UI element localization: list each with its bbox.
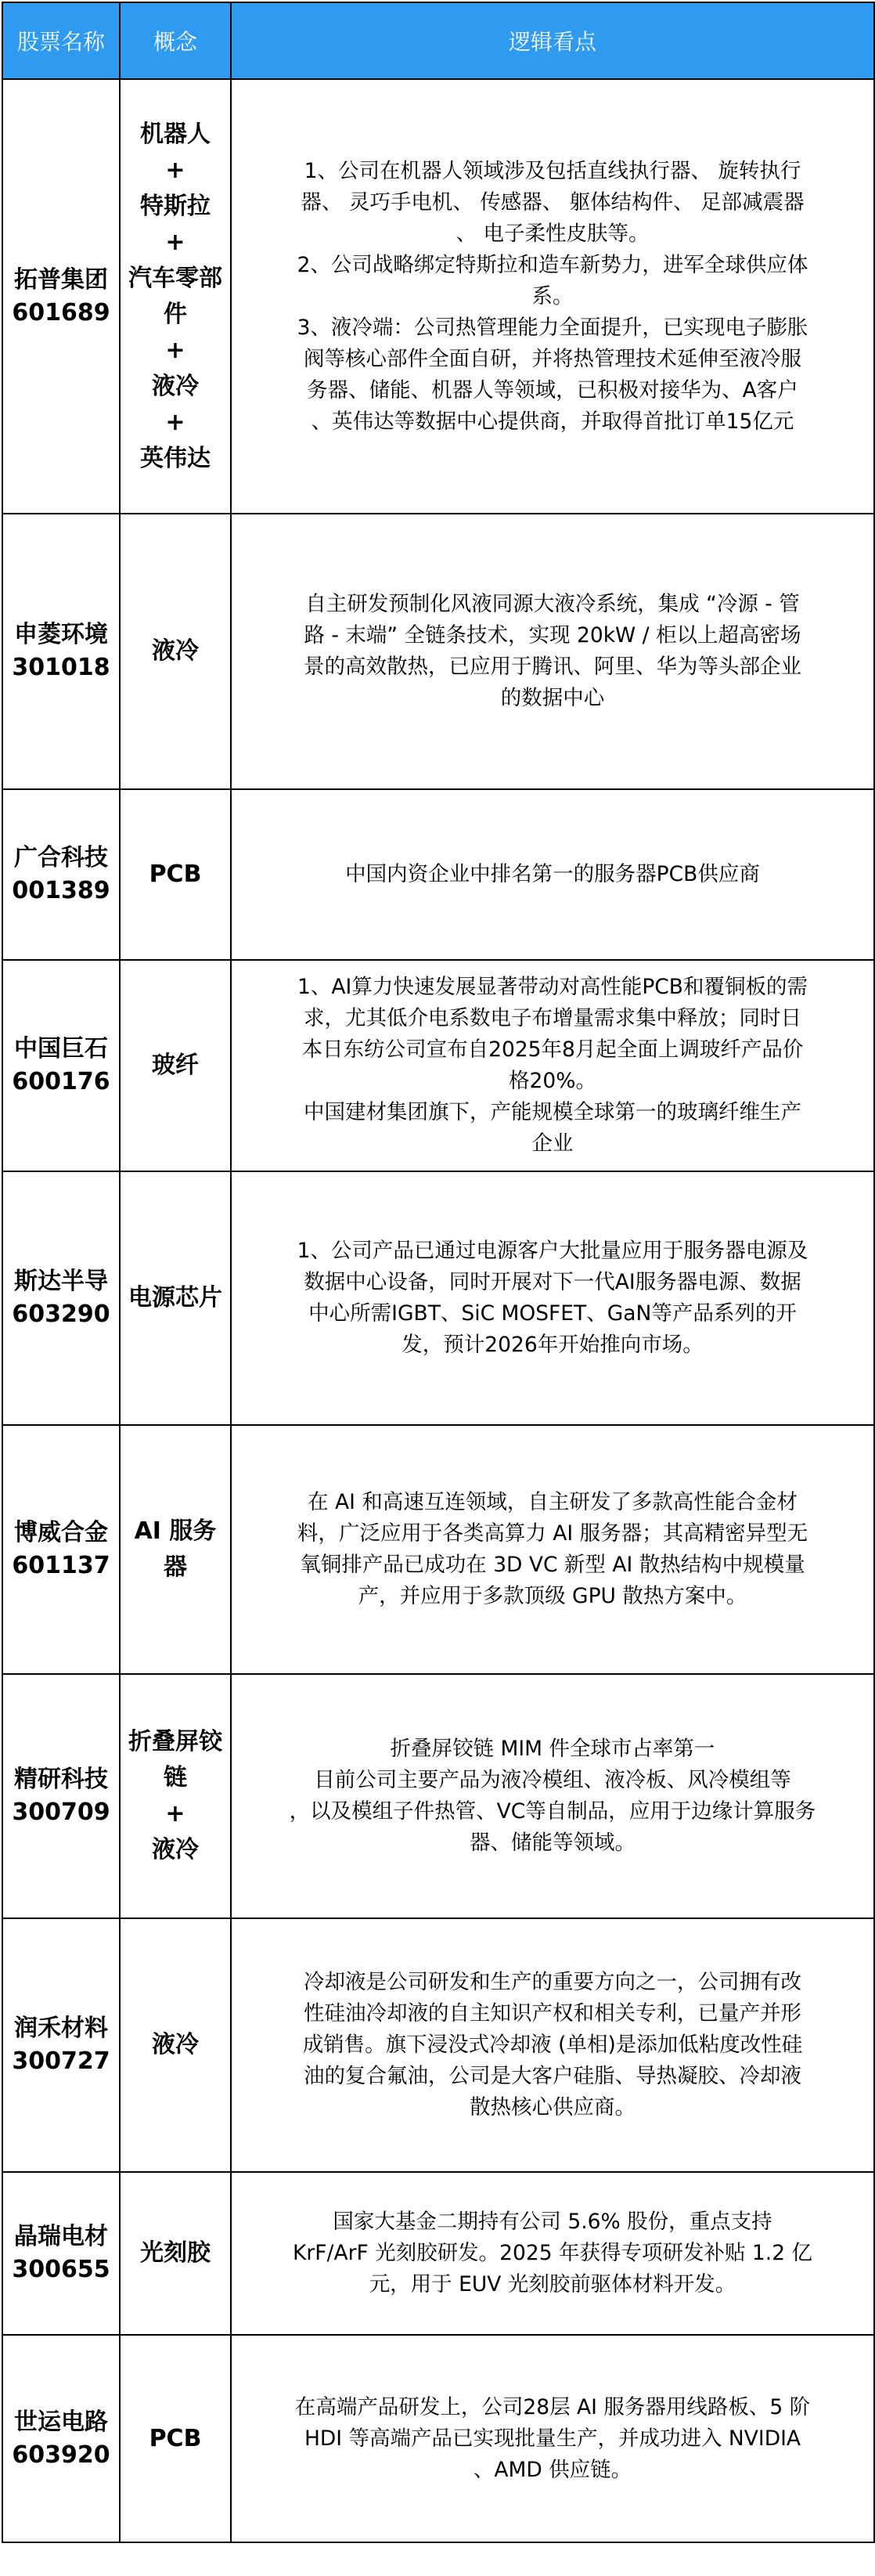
- concept-line: 器: [164, 1553, 187, 1581]
- concept-line: 链: [164, 1764, 187, 1791]
- concept-cell: [120, 79, 231, 514]
- stock-name-cell: [2, 1918, 120, 2172]
- logic-line: 在 AI 和高速互连领域，自主研发了多款高性能合金材: [308, 1490, 798, 1514]
- stock-name-cell: [2, 79, 120, 514]
- stock-name: 中国巨石: [14, 1035, 108, 1063]
- logic-line: 系。: [531, 283, 574, 308]
- logic-line: 产，并应用于多款顶级 GPU 散热方案中。: [358, 1584, 747, 1608]
- concept-line: 英伟达: [140, 444, 211, 472]
- table-body: [2, 79, 874, 2542]
- table-row: [2, 789, 874, 960]
- logic-line: 器、 灵巧手电机、 传感器、 躯体结构件、 足部减震器: [301, 189, 805, 215]
- logic-line: 求，尤其低介电系数电子布增量需求集中释放；同时日: [304, 1006, 801, 1030]
- logic-cell: [231, 1171, 874, 1425]
- logic-cell: [231, 79, 874, 514]
- logic-line: 的数据中心: [500, 686, 605, 710]
- stock-code: 301018: [12, 654, 110, 681]
- concept-line: +: [165, 228, 185, 256]
- stock-name: 晶瑞电材: [14, 2223, 108, 2250]
- concept-line: 汽车零部: [128, 264, 222, 292]
- logic-line: 冷却液是公司研发和生产的重要方向之一，公司拥有改: [304, 1970, 801, 1994]
- logic-cell: [231, 1425, 874, 1674]
- logic-line: 器、储能等领域。: [470, 1831, 636, 1855]
- concept-cell: [120, 2335, 231, 2542]
- logic-line: 油的复合氟油，公司是大客户硅脂、导热凝胶、冷却液: [304, 2064, 801, 2088]
- logic-line: 1、公司产品已通过电源客户大批量应用于服务器电源及: [297, 1239, 808, 1263]
- logic-line: 阀等核心部件全面自研，并将热管理技术延伸至液冷服: [304, 346, 801, 371]
- stock-code: 601689: [12, 298, 110, 327]
- stock-name: 精研科技: [14, 1766, 108, 1793]
- concept-cell: [120, 2172, 231, 2335]
- stock-table: [2, 2, 875, 2543]
- stock-name: 拓普集团: [14, 265, 108, 294]
- stock-name-cell: [2, 514, 120, 789]
- concept-line: PCB: [149, 2424, 202, 2452]
- logic-line: 本日东纺公司宣布自2025年8月起全面上调玻纤产品价: [301, 1037, 804, 1062]
- stock-code: 600176: [12, 1068, 110, 1095]
- concept-line: 液冷: [152, 637, 199, 665]
- logic-line: 元，用于 EUV 光刻胶前驱体材料开发。: [369, 2272, 736, 2296]
- logic-line: 1、AI算力快速发展显著带动对高性能PCB和覆铜板的需: [297, 975, 808, 999]
- stock-code: 300655: [12, 2256, 110, 2283]
- stock-code: 300709: [12, 1799, 110, 1826]
- table-row: [2, 1425, 874, 1674]
- header-stock-name: 股票名称: [2, 2, 120, 79]
- stock-name: 博威合金: [14, 1519, 108, 1546]
- logic-line: 2、公司战略绑定特斯拉和造车新势力，进军全球供应体: [297, 252, 808, 277]
- table-row: [2, 2172, 874, 2335]
- logic-line: 、 电子柔性皮肤等。: [456, 221, 650, 246]
- concept-line: 件: [164, 300, 187, 328]
- concept-cell: [120, 1425, 231, 1674]
- concept-line: 光刻胶: [140, 2239, 211, 2267]
- concept-line: 折叠屏铰: [128, 1728, 222, 1755]
- table-row: [2, 2335, 874, 2542]
- logic-line: 、英伟达等数据中心提供商，并取得首批订单15亿元: [311, 409, 794, 434]
- stock-name-cell: [2, 2335, 120, 2542]
- table-row: [2, 1918, 874, 2172]
- logic-cell: [231, 514, 874, 789]
- concept-line: 机器人: [140, 120, 211, 148]
- logic-line: 景的高效散热，已应用于腾讯、阿里、华为等头部企业: [304, 655, 801, 679]
- stock-code: 601137: [12, 1552, 110, 1579]
- logic-line: 、AMD 供应链。: [473, 2457, 632, 2482]
- stock-name-cell: [2, 960, 120, 1171]
- concept-line: AI 服务: [134, 1517, 217, 1545]
- logic-line: 中心所需IGBT、SiC MOSFET、GaN等产品系列的开: [308, 1301, 797, 1326]
- concept-cell: [120, 1918, 231, 2172]
- logic-line: 性硅油冷却液的自主知识产权和相关专利，已量产并形: [304, 2001, 801, 2026]
- stock-name: 斯达半导: [14, 1268, 108, 1295]
- logic-cell: [231, 1918, 874, 2172]
- stock-code: 001389: [12, 877, 110, 904]
- logic-cell: [231, 2172, 874, 2335]
- logic-line: 1、公司在机器人领域涉及包括直线执行器、 旋转执行: [304, 158, 801, 183]
- logic-line: 中国内资企业中排名第一的服务器PCB供应商: [345, 862, 760, 886]
- logic-line: 成销售。旗下浸没式冷却液 (单相)是添加低粘度改性硅: [302, 2033, 803, 2057]
- concept-line: +: [165, 156, 185, 184]
- concept-line: 液冷: [152, 372, 199, 400]
- concept-line: PCB: [149, 860, 202, 888]
- logic-line: 氧铜排产品已成功在 3D VC 新型 AI 散热结构中规模量: [300, 1553, 805, 1577]
- stock-name-cell: [2, 1674, 120, 1918]
- table-row: [2, 1674, 874, 1918]
- stock-name-cell: [2, 1171, 120, 1425]
- logic-line: 散热核心供应商。: [470, 2095, 636, 2120]
- concept-line: 电源芯片: [128, 1284, 222, 1311]
- stock-name-cell: [2, 789, 120, 960]
- concept-line: 特斯拉: [140, 192, 211, 220]
- logic-cell: [231, 789, 874, 960]
- concept-cell: [120, 514, 231, 789]
- concept-line: 液冷: [152, 2031, 199, 2058]
- stock-name-cell: [2, 2172, 120, 2335]
- logic-line: 务器、储能、机器人等领域，已积极对接华为、A客户: [307, 377, 798, 402]
- concept-line: +: [165, 408, 185, 436]
- concept-cell: [120, 960, 231, 1171]
- logic-line: 在高端产品研发上，公司28层 AI 服务器用线路板、5 阶: [294, 2394, 811, 2419]
- logic-line: 中国建材集团旗下，产能规模全球第一的玻璃纤维生产: [304, 1100, 801, 1124]
- logic-line: 国家大基金二期持有公司 5.6% 股份，重点支持: [333, 2210, 772, 2234]
- concept-line: 玻纤: [152, 1052, 199, 1079]
- logic-line: KrF/ArF 光刻胶研发。2025 年获得专项研发补贴 1.2 亿: [293, 2241, 812, 2265]
- logic-line: ，以及模组子件热管、VC等自制品，应用于边缘计算服务: [289, 1799, 816, 1824]
- logic-line: 企业: [531, 1131, 574, 1156]
- logic-line: 格20%。: [509, 1069, 596, 1093]
- table-row: [2, 514, 874, 789]
- stock-name: 润禾材料: [14, 2015, 108, 2042]
- concept-line: +: [165, 336, 185, 364]
- concept-cell: [120, 789, 231, 960]
- stock-name: 申菱环境: [14, 621, 108, 648]
- concept-line: +: [165, 1800, 185, 1827]
- concept-cell: [120, 1674, 231, 1918]
- concept-line: 液冷: [152, 1836, 199, 1863]
- stock-code: 603290: [12, 1301, 110, 1328]
- logic-cell: [231, 2335, 874, 2542]
- logic-cell: [231, 1674, 874, 1918]
- stock-name-cell: [2, 1425, 120, 1674]
- table-row: [2, 1171, 874, 1425]
- stock-code: 300727: [12, 2047, 110, 2075]
- logic-line: 料，广泛应用于各类高算力 AI 服务器；其高精密异型无: [297, 1521, 808, 1546]
- header-logic: 逻辑看点: [231, 2, 874, 79]
- logic-line: 发，预计2026年开始推向市场。: [401, 1333, 704, 1357]
- header-row: [2, 2, 874, 79]
- stock-name: 世运电路: [14, 2408, 108, 2436]
- table-row: [2, 960, 874, 1171]
- concept-cell: [120, 1171, 231, 1425]
- stock-name: 广合科技: [14, 844, 108, 871]
- table-row: [2, 79, 874, 514]
- logic-line: 自主研发预制化风液同源大液冷系统，集成 “冷源 - 管: [305, 592, 800, 616]
- logic-line: 数据中心设备，同时开展对下一代AI服务器电源、数据: [304, 1270, 801, 1294]
- header-concept: 概念: [120, 2, 231, 79]
- logic-line: 折叠屏铰链 MIM 件全球市占率第一: [390, 1737, 715, 1761]
- logic-cell: [231, 960, 874, 1171]
- logic-line: 3、液冷端：公司热管理能力全面提升，已实现电子膨胀: [297, 315, 808, 340]
- stock-code: 603920: [12, 2441, 110, 2469]
- logic-line: HDI 等高端产品已实现批量生产，并成功进入 NVIDIA: [304, 2426, 801, 2451]
- logic-line: 路 - 末端” 全链条技术，实现 20kW / 柜以上超高密场: [304, 623, 801, 648]
- logic-line: 目前公司主要产品为液冷模组、液冷板、风冷模组等: [314, 1768, 791, 1792]
